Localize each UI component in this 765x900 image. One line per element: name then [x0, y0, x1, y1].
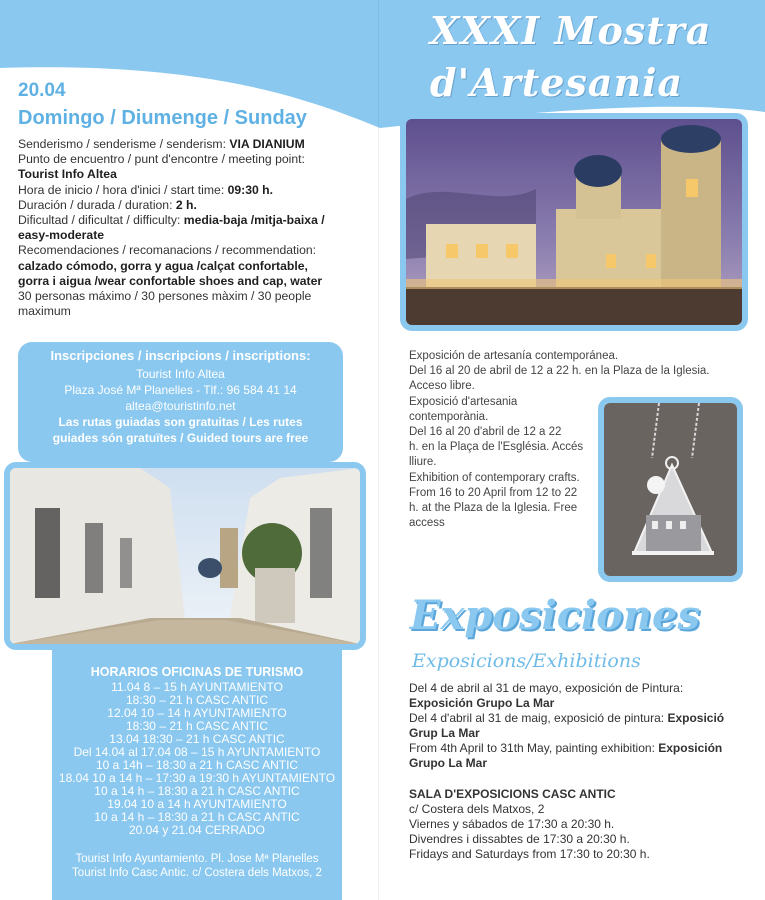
- event-line: Hora de inicio / hora d'inici / start time: 09:30 h.: [18, 182, 273, 197]
- event-details: [18, 137, 363, 319]
- event-line: Punto de encuentro / punt d'encontre / meeting point:: [18, 152, 305, 167]
- crafts-line: Del 16 al 20 d'abril de 12 a 22: [409, 426, 562, 439]
- event-line: Recomendaciones / recomanacions / recommendation:: [18, 243, 317, 258]
- church-plaza-photo: [400, 113, 748, 331]
- hours-line: 18:30 – 21 h CASC ANTIC: [125, 719, 269, 733]
- crafts-line: access: [409, 517, 445, 530]
- crafts-line: contemporània.: [409, 410, 489, 423]
- title-line2: d'Artesania: [430, 60, 684, 105]
- exhibition-line: Del 4 de abril al 31 de mayo, exposición de Pintura:: [409, 681, 684, 695]
- office-address: Tourist Info Ayuntamiento. Pl. Jose Mª Planelles: [75, 853, 319, 865]
- event-line: Senderismo / senderisme / senderism: VIA DIANIUM: [18, 137, 305, 151]
- exhibitions-heading: Exposiciones: [410, 592, 700, 639]
- event-line: 30 personas máximo / 30 persones màxim / 30 people: [18, 289, 312, 304]
- sala-exposicions: [409, 787, 759, 862]
- event-line: easy-moderate: [18, 228, 105, 243]
- exhibition-line: Exposición Grupo La Mar: [409, 696, 555, 710]
- crafts-line: lliure.: [409, 456, 437, 469]
- event-line: Dificultad / dificultat / difficulty: media-baja /mitja-baixa /: [18, 213, 325, 228]
- event-line: Tourist Info Altea: [18, 167, 117, 182]
- hours-line: 13.04 18:30 – 21 h CASC ANTIC: [109, 732, 285, 746]
- crafts-line: Exposició d'artesania: [409, 395, 518, 408]
- tourism-office-hours: [52, 666, 342, 837]
- hours-line: 10 a 14 h – 18:30 a 21 h CASC ANTIC: [94, 784, 300, 798]
- sala-line: Fridays and Saturdays from 17:30 to 20:30 h.: [409, 847, 650, 861]
- hours-line: 11.04 8 – 15 h AYUNTAMIENTO: [111, 680, 283, 694]
- event-line: gorra i aigua /wear confortable shoes and cap, water: [18, 273, 323, 288]
- crafts-line: h. en la Plaça de l'Església. Accés: [409, 441, 584, 454]
- sala-line: Divendres i dissabtes de 17:30 a 20:30 h.: [409, 832, 630, 846]
- sala-heading: SALA D'EXPOSICIONS CASC ANTIC: [409, 787, 616, 801]
- crafts-line: Acceso libre.: [409, 380, 475, 393]
- hours-line: 20.04 y 21.04 CERRADO: [128, 823, 266, 837]
- inscriptions-text: [18, 348, 343, 446]
- crafts-line: Del 16 al 20 de abril de 12 a 22 h. en la Plaza de la Iglesia.: [409, 365, 710, 378]
- hours-line: 18:30 – 21 h CASC ANTIC: [125, 693, 269, 707]
- event-line: calzado cómodo, gorra y agua /calçat confortable,: [18, 258, 308, 273]
- hours-line: Del 14.04 al 17.04 08 – 15 h AYUNTAMIENTO: [73, 745, 321, 759]
- office-addresses: [52, 852, 342, 880]
- crafts-line: Exhibition of contemporary crafts.: [409, 471, 580, 484]
- hours-line: 10 a 14 h – 18:30 a 21 h CASC ANTIC: [94, 810, 300, 824]
- crafts-exhibition-text: [409, 349, 710, 531]
- hours-heading: HORARIOS OFICINAS DE TURISMO: [90, 665, 304, 679]
- inscriptions-heading: Inscripciones / inscripcions / inscriptions:: [50, 348, 311, 363]
- inscriptions-address: Plaza José Mª Planelles - Tlf.: 96 584 41 14: [64, 383, 297, 397]
- event-date: 20.04: [18, 80, 66, 101]
- free-tours-note: Las rutas guiadas son gratuitas / Les rutes: [58, 415, 303, 429]
- exhibitions-subheading: Exposicions/Exhibitions: [412, 650, 641, 672]
- exhibition-line: Grupo La Mar: [409, 756, 488, 770]
- painting-exhibition-text: [409, 681, 759, 771]
- page-fold: [378, 0, 379, 900]
- exhibition-line: Grup La Mar: [409, 726, 480, 740]
- office-address: Tourist Info Casc Antic. c/ Costera dels Matxos, 2: [72, 867, 322, 879]
- street-photo: [4, 462, 366, 650]
- hours-line: 18.04 10 a 14 h – 17:30 a 19:30 h AYUNTAMIENTO: [58, 771, 336, 785]
- free-tours-note: guiades són gratuïtes / Guided tours are free: [52, 431, 309, 445]
- event-line: Duración / durada / duration: 2 h.: [18, 197, 197, 212]
- event-day: Domingo / Diumenge / Sunday: [18, 107, 307, 129]
- exhibition-line: Del 4 d'abril al 31 de maig, exposició de pintura: Exposició: [409, 711, 725, 725]
- inscriptions-email: altea@touristinfo.net: [125, 399, 236, 413]
- sala-line: Viernes y sábados de 17:30 a 20:30 h.: [409, 817, 615, 831]
- pendant-photo: [598, 397, 743, 582]
- crafts-line: From 16 to 20 April from 12 to 22: [409, 486, 578, 499]
- event-line: maximum: [18, 304, 71, 319]
- inscriptions-office: Tourist Info Altea: [136, 367, 225, 381]
- exhibition-line: From 4th April to 31th May, painting exhibition: Exposición: [409, 741, 723, 755]
- hours-line: 19.04 10 a 14 h AYUNTAMIENTO: [107, 797, 287, 811]
- hours-line: 10 a 14h – 18:30 a 21 h CASC ANTIC: [95, 758, 299, 772]
- crafts-line: Exposición de artesanía contemporánea.: [409, 350, 619, 362]
- hours-line: 12.04 10 – 14 h AYUNTAMIENTO: [107, 706, 287, 720]
- crafts-line: h. at the Plaza de la Iglesia. Free: [409, 502, 578, 515]
- title-line1: XXXI Mostra: [430, 8, 712, 53]
- sala-line: c/ Costera dels Matxos, 2: [409, 802, 545, 816]
